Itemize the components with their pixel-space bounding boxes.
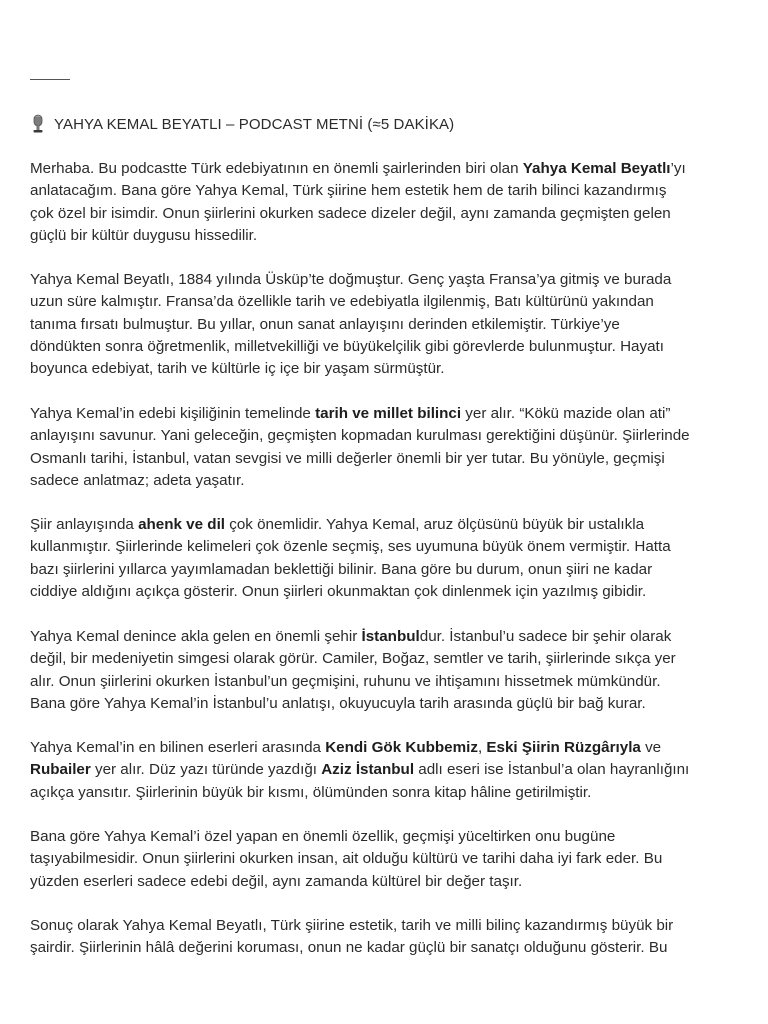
- bold-phrase: İstanbul: [361, 628, 420, 645]
- text-line: [30, 871, 746, 893]
- text-run: adlı eseri ise İstanbul’a olan hayranlığını: [414, 761, 690, 779]
- bold-phrase: Kendi Gök Kubbemiz: [325, 739, 478, 756]
- bold-phrase: Eski Şiirin Rüzgârıyla: [486, 739, 641, 756]
- paragraph-5: [30, 626, 746, 715]
- studio-microphone-icon: [30, 114, 46, 134]
- text-run: Yahya Kemal denince akla gelen en önemli şehir: [30, 628, 362, 645]
- text-line: [30, 693, 746, 715]
- bold-phrase: Yahya Kemal Beyatlı: [522, 160, 671, 177]
- text-run: Yahya Kemal’in edebi kişiliğinin temelinde: [30, 405, 316, 422]
- text-line: [30, 470, 746, 492]
- text-line: [30, 358, 746, 380]
- text-run: yer alır. Düz yazı türünde yazdığı: [90, 761, 322, 779]
- text-line: [30, 937, 746, 959]
- paragraph-6: [30, 737, 746, 804]
- paragraph-1: [30, 158, 746, 247]
- text-line: [30, 759, 746, 781]
- paragraph-8: [30, 915, 746, 960]
- text-line: [30, 225, 746, 247]
- text-run: anlatacağım. Bana göre Yahya Kemal, Türk şiirine hem estetik hem de tarih bilinci kazandırmış: [30, 182, 667, 200]
- text-run: Merhaba. Bu podcastte Türk edebiyatının en önemli şairlerinden biri olan: [30, 160, 523, 177]
- heading-title: YAHYA KEMAL BEYATLI – PODCAST METNİ (≈5 DAKİKA): [54, 115, 455, 133]
- text-line: [30, 269, 746, 291]
- text-line: [30, 581, 746, 603]
- bold-phrase: ahenk ve dil: [138, 516, 226, 533]
- text-line: [30, 782, 746, 804]
- text-line: [30, 448, 746, 470]
- text-line: [30, 826, 746, 848]
- text-line: [30, 203, 746, 225]
- text-run: uzun süre kalmıştır. Fransa’da özellikle tarih ve edebiyatla ilgilenmiş, Batı kültürünü yakından: [30, 293, 654, 311]
- text-run: tanıma fırsatı bulmuştur. Bu yıllar, onun sanat anlayışını derinden etkilemiştir. Türkiye’ye: [30, 315, 620, 333]
- text-run: sadece anlatmaz; adeta yaşatır.: [30, 471, 245, 489]
- text-line: [30, 737, 746, 759]
- text-run: açıkça yansıtır. Şiirlerinin büyük bir kısmı, ölümünden sonra kitap hâline getirilmiştir.: [30, 783, 592, 801]
- text-run: kullanmıştır. Şiirlerinde kelimeleri çok özenle seçmiş, ses uyumuna büyük önem vermiştir. Hatta: [30, 538, 671, 556]
- text-run: güçlü bir kültür duygusu hissedilir.: [30, 226, 258, 244]
- text-line: [30, 336, 746, 358]
- text-run: Yahya Kemal’in en bilinen eserleri arasında: [30, 739, 326, 756]
- bold-phrase: Aziz İstanbul: [321, 761, 415, 779]
- bold-phrase: tarih ve millet bilinci: [315, 405, 462, 422]
- text-line: [30, 180, 746, 202]
- text-line: [30, 291, 746, 313]
- text-run: değil, bir medeniyetin simgesi olarak görür. Camiler, Boğaz, semtler ve tarih, şiirlerinde sıkça yer: [30, 650, 676, 668]
- page-heading: [30, 113, 454, 135]
- text-run: Yahya Kemal Beyatlı, 1884 yılında Üsküp’te doğmuştur. Genç yaşta Fransa’ya gitmiş ve burada: [30, 271, 672, 288]
- text-line: [30, 403, 746, 425]
- text-line: [30, 314, 746, 336]
- text-run: boyunca edebiyat, tarih ve kültürle iç içe bir yaşam sürmüştür.: [30, 360, 445, 378]
- text-line: [30, 536, 746, 558]
- text-run: ,: [477, 739, 487, 756]
- text-line: [30, 915, 746, 937]
- paragraph-4: [30, 514, 746, 603]
- text-run: yüzden eserleri sadece edebi değil, aynı zamanda kültürel bir değer taşır.: [30, 872, 523, 890]
- paragraph-7: [30, 826, 746, 893]
- text-run: ’yı: [670, 160, 686, 177]
- text-run: yer alır. “Kökü mazide olan ati”: [461, 405, 671, 422]
- bold-phrase: Rubailer: [30, 761, 91, 779]
- text-line: [30, 158, 746, 180]
- text-run: çok özel bir isimdir. Onun şiirlerini okurken sadece dizeler değil, aynı zamanda geçmişten gelen: [30, 204, 671, 222]
- text-line: [30, 559, 746, 581]
- text-run: döndükten sonra öğretmenlik, milletvekilliği ve büyükelçilik gibi görevlerde bulunmuştur. Hayatı: [30, 337, 664, 355]
- paragraph-2: [30, 269, 746, 380]
- text-run: Bana göre Yahya Kemal’i özel yapan en önemli özellik, geçmişi yüceltirken onu bugüne: [30, 828, 616, 845]
- text-run: Bana göre Yahya Kemal’in İstanbul’u anlatışı, okuyucuyla tarih arasında güçlü bir bağ kurar.: [30, 694, 646, 712]
- text-line: [30, 514, 746, 536]
- text-run: Şiir anlayışında: [30, 516, 139, 533]
- paragraph-3: [30, 403, 746, 492]
- text-line: [30, 626, 746, 648]
- divider-rule: [30, 79, 70, 80]
- text-run: Osmanlı tarihi, İstanbul, vatan sevgisi ve milli değerler önemli bir yer tutar. Bu yönüyle, geçmişi: [30, 449, 665, 467]
- text-run: taşıyabilmesidir. Onun şiirlerini okurken insan, ait olduğu kültürü ve tarihi daha iyi fark eder. Bu: [30, 850, 663, 868]
- text-line: [30, 648, 746, 670]
- text-line: [30, 425, 746, 447]
- text-line: [30, 671, 746, 693]
- text-run: Sonuç olarak Yahya Kemal Beyatlı, Türk şiirine estetik, tarih ve milli bilinç kazandırmış büyük bir: [30, 917, 674, 934]
- text-run: şairdir. Şiirlerinin hâlâ değerini koruması, onun ne kadar güçlü bir sanatçı olduğunu gösterir. Bu: [30, 939, 668, 957]
- text-run: ciddiye aldığını açıkça gösterir. Onun şiirleri okunmaktan çok dinlenmek için yazılmış gibidir.: [30, 582, 647, 600]
- text-run: dur. İstanbul’u sadece bir şehir olarak: [419, 628, 672, 645]
- text-run: anlayışını savunur. Yani geleceğin, geçmişten kopmadan kurulması gerektiğini düşünür. Şiirlerinde: [30, 427, 690, 445]
- text-line: [30, 848, 746, 870]
- text-run: çok önemlidir. Yahya Kemal, aruz ölçüsünü büyük bir ustalıkla: [225, 516, 645, 533]
- text-run: bazı şiirlerini yıllarca yayımlamadan beklettiği bilinir. Bana göre bu durum, onun şiiri ne kadar: [30, 560, 653, 578]
- text-run: alır. Onun şiirlerini okurken İstanbul’un geçmişini, ruhunu ve ihtişamını hissetmek mümkündür.: [30, 672, 661, 690]
- text-run: ve: [640, 739, 662, 756]
